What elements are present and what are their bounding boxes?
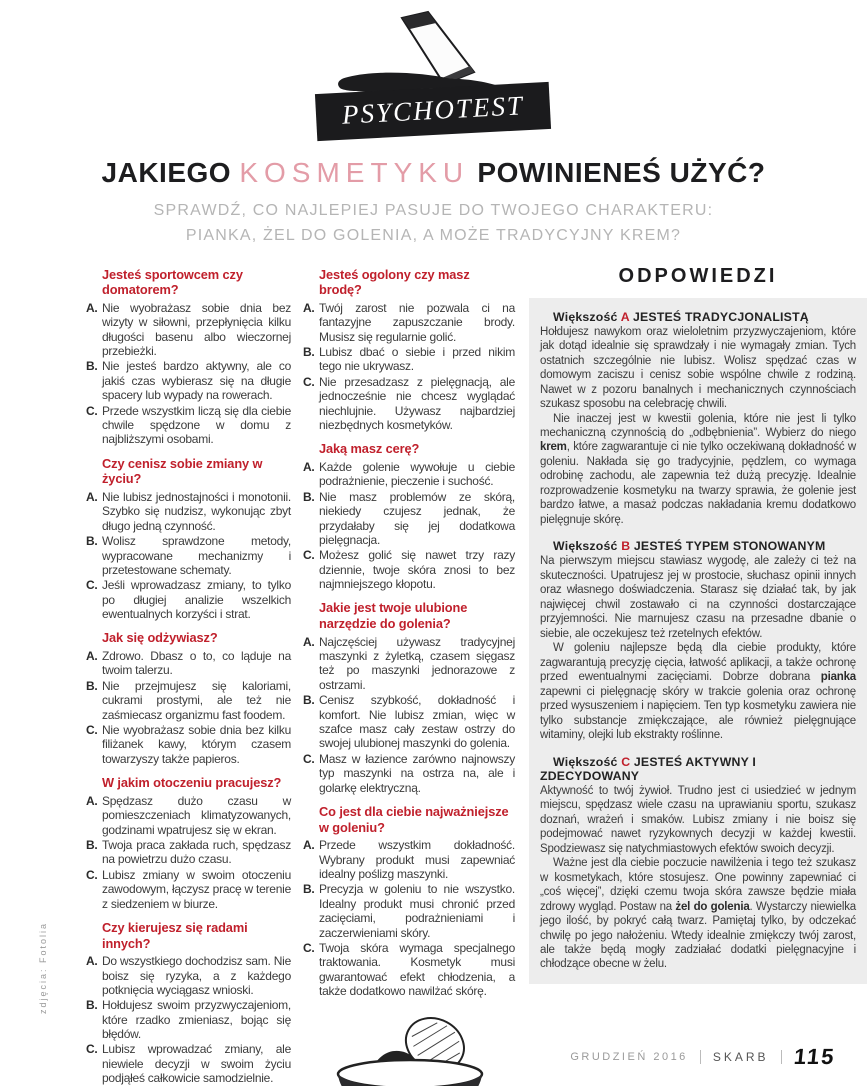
questions-column-2-list [303,267,515,999]
answer-option [303,490,515,548]
footer-divider [781,1050,782,1064]
answers-column [529,265,867,984]
answer-option [303,301,515,344]
answer-option [86,679,291,722]
option-text: Twoja praca zakłada ruch, spędzasz na powietrzu dużo czasu. [102,837,291,867]
option-letter: A. [303,459,315,474]
answer-option [303,375,515,433]
answer-option [303,345,515,374]
question-title: Czy kierujesz się radami innych? [102,919,248,951]
option-letter: A. [303,838,315,853]
option-letter: A. [86,954,98,969]
answer-option [86,838,291,867]
recommended-product: żel do golenia [675,900,750,913]
footer-page-number: 115 [792,1044,837,1069]
question-title: Jak się odżywiasz? [102,630,218,646]
option-letter: C. [86,1042,98,1057]
question-title: Czy cenisz sobie zmiany w życiu? [102,455,263,487]
answer-option [86,998,291,1041]
option-letter: B. [86,678,98,693]
question-title: Co jest dla ciebie najważniejsze w goleniu? [319,803,509,835]
option-letter: C. [86,867,98,882]
option-text: Wolisz sprawdzone metody, wypracowane mechanizmy i przetestowane schematy. [102,534,291,577]
option-text: Nie wyobrażasz sobie dnia bez kilku filiżanek kawy, którym czasem towarzyszy także papieros. [102,723,291,766]
answer-option [303,635,515,693]
option-text: Każde golenie wywołuje u ciebie podrażnienie, pieczenie i suchość. [319,459,515,489]
option-text: Cenisz szybkość, dokładność i komfort. Nie lubisz zmian, więc w szafce masz cały zestaw ostrzy do swojej ulubionej maszynki do golenia. [319,693,515,751]
answer-section-title: Większość A JESTEŚ TRADYCJONALISTĄ [553,309,809,324]
option-letter: C. [303,548,315,563]
option-letter: C. [303,374,315,389]
option-text: Jeśli wprowadzasz zmiany, to tylko po długiej analizie wszelkich ewentualnych korzyści i strat. [102,578,291,622]
option-text: Nie masz problemów ze skórą, niekiedy czujesz jednak, że przydałaby się jej dodatkowa pielęgnacja. [319,489,515,547]
option-text: Hołdujesz swoim przyzwyczajeniom, które rzadko zmieniasz, bojąc się błędów. [102,998,291,1042]
option-letter: B. [303,882,315,897]
option-text: Precyzja w goleniu to nie wszystko. Idealny produkt musi chronić przed zacięciami, podrażnieniami i zaczerwieniami skóry. [319,882,515,940]
option-text: Najczęściej używasz tradycyjnej maszynki z żyletką, czasem sięgasz też po maszynki jednorazowe z ostrzami. [319,634,515,692]
answer-paragraph: Hołdujesz nawykom oraz wieloletnim przyzwyczajeniom, które jak dotąd idealnie się sprawdzały i nie wymagały zmian. Tych ostatnich szczególnie nie lubisz. Wolisz spędzać czas w domowym zaciszu i cenisz sobie wspólne chwile z rodziną. Nawet w z pozoru banalnych i mechanicznych czynnościach szukasz sposobu na celebrację chwili. [540,325,856,411]
option-letter: A. [303,300,315,315]
option-letter: A. [86,489,98,504]
answer-option [86,534,291,577]
page-subtitle [0,199,867,249]
option-letter: B. [303,693,315,708]
photo-credit: zdjęcia: Fotolia [38,921,48,1014]
answer-option [303,693,515,751]
option-text: Lubisz zmiany w swoim otoczeniu zawodowym, łączysz pracę w terenie z siedzeniem w biurze. [102,867,291,911]
subtitle-line-1: SPRAWDŹ, CO NAJLEPIEJ PASUJE DO TWOJEGO CHARAKTERU: [153,202,714,219]
option-letter: B. [303,489,315,504]
option-letter: C. [303,940,315,955]
question-title: Jakie jest twoje ulubione narzędzie do golenia? [319,600,468,632]
answer-paragraph: Nie inaczej jest w kwestii golenia, które nie jest li tylko mechaniczną czynnością do „odbębnienia”. Wybierz do niego krem, które zagwarantuje ci nie tylko oczekiwaną dokładność w goleniu. Nakłada się go tradycyjnie, pędzlem, co wymaga odrobinę zachodu, ale zapewnia też dużą precyzję. Idealnie rozprowadzenie kosmetyku na twarzy sprawia, że golenie jest bardzo łatwe, a masaż podczas nakładania kremu dodatkowo pielęgnuje skórę. [540,412,856,526]
option-text: Spędzasz dużo czasu w pomieszczeniach klimatyzowanych, godzinami wpatrujesz się w ekran. [102,793,291,837]
title-accent: KOSMETYKU [239,157,470,188]
option-letter: C. [86,723,98,738]
option-letter: C. [303,751,315,766]
option-text: Nie przesadzasz z pielęgnacją, ale jednocześnie nie chcesz wyglądać niechlujnie. Używasz najbardziej niezbędnych kosmetyków. [319,374,515,432]
answer-paragraph: W goleniu najlepsze będą dla ciebie produkty, które zagwarantują precyzję cięcia, łatwość aplikacji, a także ochronę przed ewentualnymi zacięciami. Dobrze dobrana pianka zapewni ci pielęgnację skóry w trakcie golenia oraz ochronę przed wysuszeniem i napięciem. Ten typ kosmetyku zawiera nie tylko substancje zmiękczające, ale również pielęgnujące witaminy, olejki lub ekstrakty roślinne. [540,642,856,742]
option-text: Twoja skóra wymaga specjalnego traktowania. Kosmetyk musi gwarantować efekt chłodzenia, a także dodatkowo nawilżać skórę. [319,940,515,999]
option-text: Masz w łazience zarówno najnowszy typ maszynki na ostrza na, ale i golarkę elektryczną. [319,751,515,795]
question-title: Jaką masz cerę? [319,441,420,457]
answer-option [86,1042,291,1085]
option-letter: C. [86,403,98,418]
title-part-1: JAKIEGO [101,157,240,188]
recommended-product: krem [540,441,567,454]
option-text: Lubisz wprowadzać zmiany, ale niewiele decyzji w swoim życiu podjąłeś całkowicie samodzielnie. [102,1042,291,1086]
answer-letter: C [621,754,631,769]
answers-heading: ODPOWIEDZI [618,264,778,287]
option-text: Nie wyobrażasz sobie dnia bez wizyty w siłowni, przepłynięcia kilku długości basenu albo wieczornej przebieżki. [102,300,291,358]
answer-option [86,649,291,678]
option-text: Nie przejmujesz się kaloriami, cukrami prostymi, ale też nie zaśmiecasz organizmu fast foodem. [102,678,291,722]
question-title: Jesteś sportowcem czy domatorem? [102,266,243,298]
questions-column-2 [303,265,515,1086]
page-header [0,0,867,249]
answer-option [303,882,515,940]
option-text: Do wszystkiego dochodzisz sam. Nie boisz się ryzyka, a z każdego potknięcia wyciągasz wnioski. [102,954,291,997]
answer-option [86,359,291,402]
answer-option [303,752,515,795]
option-letter: A. [303,634,315,649]
page-title [0,157,867,189]
option-letter: B. [86,534,98,549]
recommended-product: pianka [820,671,856,684]
answer-option [303,838,515,881]
page-footer [570,1044,835,1070]
answer-letter: A [620,309,630,324]
banner-label: PSYCHOTEST [341,90,526,130]
option-text: Przede wszystkim liczą się dla ciebie chwile spędzone w domu z najbliższymi osobami. [102,403,291,447]
answer-section-title: Większość C JESTEŚ AKTYWNY I ZDECYDOWANY [540,754,756,783]
option-text: Twój zarost nie pozwala ci na fantazyjne zapuszczanie brody. Musisz się regularnie golić. [319,300,515,344]
question-title: W jakim otoczeniu pracujesz? [102,775,282,791]
option-letter: B. [86,837,98,852]
option-text: Możesz golić się nawet trzy razy dziennie, twoje skóra znosi to bez najmniejszego kłopotu. [319,548,515,592]
option-letter: A. [86,300,98,315]
answer-paragraph: Na pierwszym miejscu stawiasz wygodę, ale zależy ci też na skuteczności. Upatrujesz jej w prostocie, słuchasz opinii innych oraz własnego doświadczenia. Starasz się działać tak, by jak najwięcej chwil zostawało ci na czynności dostarczające przyjemności. Nie marnujesz czasu na przesadne dbanie o siebie, ale oczekujesz też rzetelnych efektów. [540,555,856,640]
option-letter: B. [86,998,98,1013]
answer-option [86,490,291,533]
answer-option [86,723,291,766]
answer-section-title: Większość B JESTEŚ TYPEM STONOWANYM [553,539,826,554]
answer-option [86,404,291,447]
answer-option [303,941,515,999]
option-letter: C. [86,578,98,593]
answer-option [303,460,515,489]
option-text: Nie jesteś bardzo aktywny, ale co jakiś czas wybierasz się na długie spacery lub wypady na rowerach. [102,359,291,403]
footer-divider [700,1050,701,1064]
answer-paragraph: Ważne jest dla ciebie poczucie nawilżenia i tego też szukasz w kosmetykach, które stosujesz. One powinny zapewniać ci „coś więcej”, dzięki czemu twoja skóra zawsze będzie miała zdrowy wygląd. Postaw na żel do golenia. Wystarczy niewielka jego ilość, by pokryć całą twarz. Pamiętaj tylko, by odczekać chwilę po jego nałożeniu. Wtedy idealnie zmiękczy twój zarost, ale także będą mogły zadziałać dodatki pielęgnacyjne i chłodzące obecne w żelu. [540,857,856,971]
option-text: Lubisz dbać o siebie i przed nikim tego nie ukrywasz. [319,344,515,374]
answer-paragraph: Aktywność to twój żywioł. Trudno jest ci usiedzieć w jednym miejscu, spędzasz wiele czasu na uprawianiu sportu, szukasz doznań, wrażeń i smaków. Lubisz zmiany i nie boisz się podejmować nawet ryzykownych decyzji w każdej kwestii. Spodziewasz się natychmiastowych efektów swoich decyzji. [540,784,856,855]
question-title: Jesteś ogolony czy masz brodę? [319,266,470,298]
option-letter: A. [86,793,98,808]
option-text: Zdrowo. Dbasz o to, co ląduje na twoim talerzu. [102,649,291,678]
option-text: Nie lubisz jednostajności i monotonii. Szybko się nudzisz, wykonując zbyt długo jedną czynność. [102,489,291,533]
answer-option [86,868,291,911]
questions-column-1 [86,265,291,1086]
answer-option [86,794,291,837]
content-columns [0,249,867,1086]
option-letter: A. [86,649,98,664]
title-part-2: POWINIENEŚ UŻYĆ? [469,157,766,188]
subtitle-line-2: PIANKA, ŻEL DO GOLENIA, A MOŻE TRADYCYJNY KREM? [185,226,682,244]
answer-option [303,548,515,591]
answers-box [529,298,867,984]
footer-issue: GRUDZIEŃ 2016 [570,1051,688,1063]
answer-option [86,578,291,621]
shaving-brush-icon [322,1012,497,1086]
option-letter: B. [303,344,315,359]
answer-option [86,301,291,359]
footer-magazine-name: SKARB [712,1050,769,1064]
option-letter: B. [86,359,98,374]
answer-letter: B [621,539,631,554]
option-text: Przede wszystkim dokładność. Wybrany produkt musi zapewniać idealny poślizg maszynki. [319,838,515,881]
brush-illustration [303,1012,515,1086]
answer-option [86,954,291,997]
